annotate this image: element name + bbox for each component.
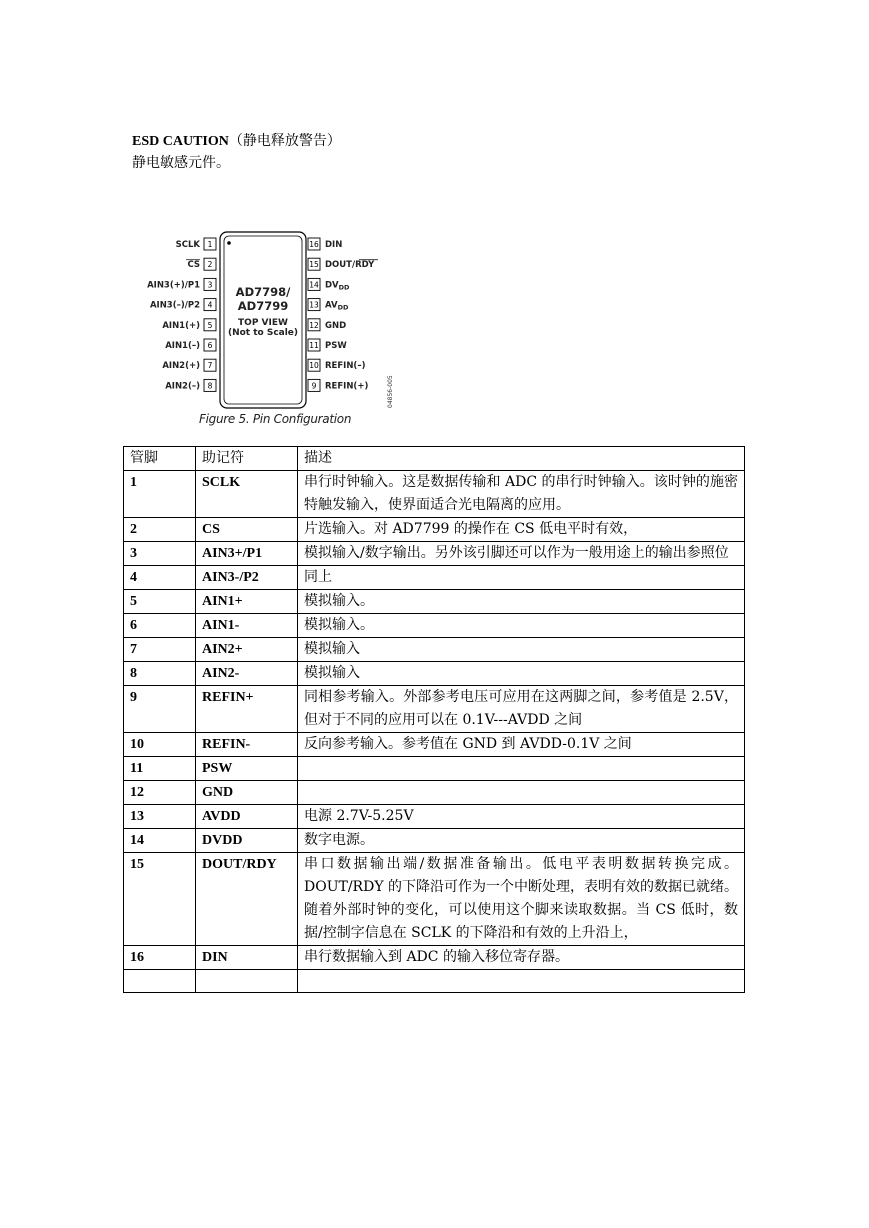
table-row [124, 614, 745, 638]
left-pin-label-2: CS [187, 260, 200, 271]
table-row [124, 686, 745, 733]
description-cell: 模拟输入。 [298, 590, 745, 614]
left-pin-label-1: SCLK [175, 240, 200, 250]
left-pin-number-2: 2 [207, 260, 213, 270]
table-row [124, 542, 745, 566]
description-cell: 同相参考输入。外部参考电压可应用在这两脚之间，参考值是 2.5V，但对于不同的应用可以在 0.1V---AVDD 之间 [298, 686, 745, 733]
table-row [124, 946, 745, 970]
description-cell [298, 781, 745, 805]
left-pin-number-7: 7 [207, 361, 213, 371]
description-cell: 电源 2.7V-5.25V [298, 805, 745, 829]
pin-number-cell: 2 [124, 518, 196, 542]
pin-number-cell: 5 [124, 590, 196, 614]
left-pin-label-8: AIN2(–) [165, 381, 200, 392]
mnemonic-cell: DIN [196, 946, 298, 970]
mnemonic-cell: AIN3+/P1 [196, 542, 298, 566]
left-pin-label-4: AIN3(–)/P2 [149, 300, 200, 311]
right-pin-label-14 [325, 280, 350, 291]
right-pin-label-text-9: REFIN(+) [325, 381, 369, 392]
left-pin-number-1: 1 [207, 240, 213, 249]
right-pin-label-sub-13: DD [337, 303, 349, 312]
mnemonic-cell: CS [196, 518, 298, 542]
right-pin-number-9: 9 [311, 381, 317, 391]
table-row [124, 781, 745, 805]
pin-number-cell: 12 [124, 781, 196, 805]
right-pin-label-text-16: DIN [325, 240, 343, 250]
left-pin-label-7: AIN2(+) [162, 361, 200, 372]
right-pin-number-14: 14 [309, 280, 319, 290]
table-row [124, 805, 745, 829]
right-pin-number-16: 16 [309, 240, 319, 249]
description-cell: 串行数据输入到 ADC 的输入移位寄存器。 [298, 946, 745, 970]
pin-number-cell: 3 [124, 542, 196, 566]
pin-number-cell: 10 [124, 733, 196, 757]
description-cell: 串口数据输出端/数据准备输出。低电平表明数据转换完成。DOUT/RDY 的下降沿可作为一个中断处理，表明有效的数据已就绪。随着外部时钟的变化，可以使用这个脚来读取数据。当 CS 低时，数据/控制字信息在 SCLK 的下降沿和有效的上升沿上， [298, 853, 745, 946]
pin-number-cell: 13 [124, 805, 196, 829]
mnemonic-cell: AIN2+ [196, 638, 298, 662]
mnemonic-cell [196, 970, 298, 993]
right-pin-number-10: 10 [309, 361, 319, 371]
description-cell: 反向参考输入。参考值在 GND 到 AVDD-0.1V 之间 [298, 733, 745, 757]
table-header-cell: 描述 [298, 447, 745, 471]
right-pin-label-text-11: PSW [325, 341, 347, 351]
table-row [124, 518, 745, 542]
pin-number-cell [124, 970, 196, 993]
table-row [124, 590, 745, 614]
mnemonic-cell: DVDD [196, 829, 298, 853]
right-pin-label-text-10: REFIN(–) [325, 361, 366, 372]
pin-description-table [123, 446, 745, 993]
table-row [124, 733, 745, 757]
right-pin-label-13 [325, 301, 349, 312]
right-pin-label-text-14: DV [325, 280, 339, 291]
right-pin-number-15: 15 [309, 260, 319, 270]
description-cell: 模拟输入 [298, 638, 745, 662]
description-cell: 模拟输入 [298, 662, 745, 686]
pin-number-cell: 11 [124, 757, 196, 781]
pin-number-cell: 15 [124, 853, 196, 946]
left-pin-number-6: 6 [207, 341, 213, 350]
mnemonic-cell: AIN2- [196, 662, 298, 686]
section-heading [132, 131, 341, 152]
right-pin-label-16 [325, 240, 342, 250]
mnemonic-cell: AVDD [196, 805, 298, 829]
description-cell: 片选输入。对 AD7799 的操作在 CS 低电平时有效， [298, 518, 745, 542]
heading-chinese: （静电释放警告） [228, 133, 341, 149]
right-pin-label-12 [325, 321, 346, 331]
heading-english: ESD CAUTION [132, 134, 229, 149]
pin-number-cell: 1 [124, 471, 196, 518]
description-cell: 同上 [298, 566, 745, 590]
left-pin-label-6: AIN1(–) [165, 341, 200, 351]
chip-view-line1: TOP VIEW [238, 318, 288, 328]
description-cell [298, 970, 745, 993]
left-pin-number-8: 8 [207, 381, 213, 391]
table-row [124, 662, 745, 686]
table-row [124, 471, 745, 518]
pin-number-cell: 7 [124, 638, 196, 662]
pin1-marker-dot [227, 241, 231, 245]
mnemonic-cell: GND [196, 781, 298, 805]
table-row [124, 853, 745, 946]
left-pin-label-3: AIN3(+)/P1 [147, 280, 200, 291]
pin-number-cell: 4 [124, 566, 196, 590]
right-pin-label-10 [325, 361, 366, 371]
figure-code: 04856-005 [387, 375, 394, 408]
table-header-cell: 助记符 [196, 447, 298, 471]
right-pin-label-sub-14: DD [338, 283, 350, 292]
left-pin-number-3: 3 [207, 280, 213, 290]
description-cell: 数字电源。 [298, 829, 745, 853]
mnemonic-cell: DOUT/RDY [196, 853, 298, 946]
table-row [124, 970, 745, 993]
mnemonic-cell: REFIN+ [196, 686, 298, 733]
right-pin-number-13: 13 [309, 300, 319, 310]
right-pin-label-text-13: AV [325, 300, 338, 311]
figure-caption: Figure 5. Pin Configuration [199, 412, 352, 426]
table-header-cell: 管脚 [124, 447, 196, 471]
left-pin-label-5: AIN1(+) [162, 320, 200, 331]
table-row [124, 566, 745, 590]
chip-name-line2: AD7799 [237, 299, 289, 313]
pin-number-cell: 8 [124, 662, 196, 686]
table-header-row [124, 447, 745, 471]
mnemonic-cell: AIN1+ [196, 590, 298, 614]
right-pin-number-11: 11 [309, 341, 319, 350]
pin-number-cell: 14 [124, 829, 196, 853]
pin-number-cell: 6 [124, 614, 196, 638]
chip-name-line1: AD7798/ [235, 285, 291, 299]
right-pin-label-text-15: DOUT/RDY [325, 260, 375, 271]
pin-number-cell: 16 [124, 946, 196, 970]
right-pin-label-9 [325, 381, 368, 391]
right-pin-label-11 [325, 341, 347, 351]
pin-configuration-diagram [140, 226, 400, 436]
mnemonic-cell: PSW [196, 757, 298, 781]
table-row [124, 757, 745, 781]
mnemonic-cell: AIN3-/P2 [196, 566, 298, 590]
right-pin-label-15 [325, 260, 375, 270]
table-row [124, 829, 745, 853]
description-cell: 模拟输入/数字输出。另外该引脚还可以作为一般用途上的输出参照位 [298, 542, 745, 566]
description-cell: 模拟输入。 [298, 614, 745, 638]
mnemonic-cell: REFIN- [196, 733, 298, 757]
chip-view-line2: (Not to Scale) [227, 328, 299, 338]
mnemonic-cell: AIN1- [196, 614, 298, 638]
description-cell: 串行时钟输入。这是数据传输和 ADC 的串行时钟输入。该时钟的施密特触发输入，使界面适合光电隔离的应用。 [298, 471, 745, 518]
right-pin-number-12: 12 [309, 320, 319, 330]
description-cell [298, 757, 745, 781]
left-pin-number-4: 4 [207, 300, 213, 310]
pin-number-cell: 9 [124, 686, 196, 733]
right-pin-label-text-12: GND [325, 320, 347, 331]
mnemonic-cell: SCLK [196, 471, 298, 518]
esd-note: 静电敏感元件。 [132, 155, 230, 171]
left-pin-number-5: 5 [207, 320, 213, 330]
table-row [124, 638, 745, 662]
